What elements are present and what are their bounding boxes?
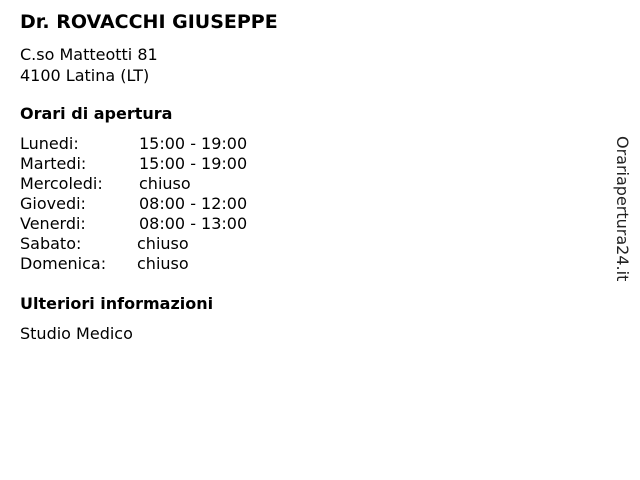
additional-info-text: Studio Medico (20, 324, 133, 343)
day-label: Domenica: (20, 254, 107, 273)
address-block (20, 44, 158, 86)
watermark (612, 136, 632, 308)
watermark-text: Orariapertura24.it (613, 136, 632, 282)
day-label: Venerdi: (20, 214, 86, 233)
opening-hours-heading: Orari di apertura (20, 104, 173, 123)
page-title: Dr. ROVACCHI GIUSEPPE (20, 11, 278, 33)
day-label: Mercoledi: (20, 174, 103, 193)
time-value: 08:00 - 13:00 (139, 214, 248, 233)
day-label: Giovedi: (20, 194, 86, 213)
day-label: Sabato: (20, 234, 82, 253)
day-label: Lunedi: (20, 134, 79, 153)
time-value: 15:00 - 19:00 (139, 134, 248, 153)
address-city: 4100 Latina (LT) (20, 66, 150, 85)
additional-info-heading: Ulteriori informazioni (20, 294, 214, 313)
time-value: chiuso (137, 234, 189, 253)
time-value: 15:00 - 19:00 (139, 154, 248, 173)
time-value: chiuso (139, 174, 191, 193)
day-label: Martedi: (20, 154, 87, 173)
time-value: 08:00 - 12:00 (139, 194, 248, 213)
address-street: C.so Matteotti 81 (20, 45, 158, 64)
time-value: chiuso (137, 254, 189, 273)
